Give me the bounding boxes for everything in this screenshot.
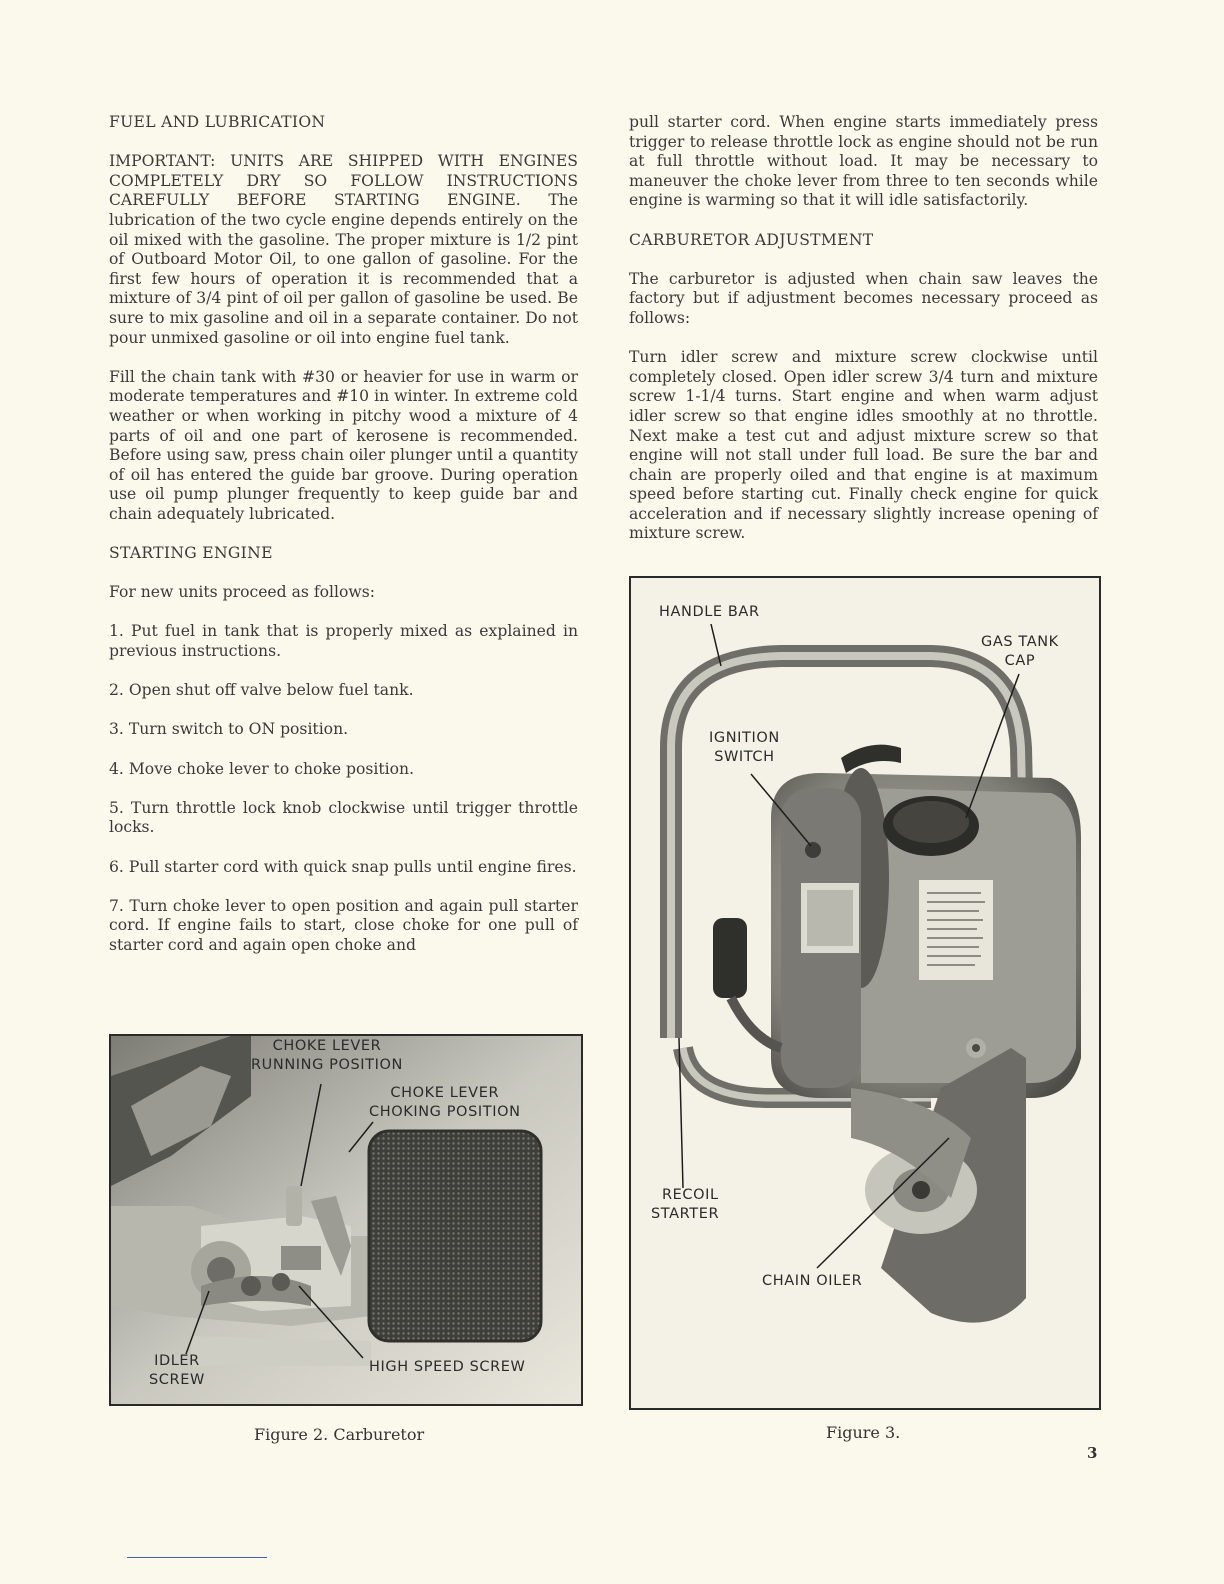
paragraph-continued: pull starter cord. When engine starts immediately press trigger to release throttle lock as engine should not be run at full throttle without load. It may be necessary to maneuver the choke lever from three to ten seconds while engine is warming so that it will idle satisfactorily. <box>629 113 1098 210</box>
figure-3-leader-lines <box>631 578 1099 1408</box>
label-recoil-starter: RECOIL STARTER <box>651 1187 720 1222</box>
figure-3-caption: Figure 3. <box>826 1423 901 1442</box>
label-chain-oiler: CHAIN OILER <box>762 1273 863 1289</box>
label-handle-bar: HANDLE BAR <box>659 604 760 620</box>
starting-intro: For new units proceed as follows: <box>109 583 375 602</box>
step-5: 5. Turn throttle lock knob clockwise until trigger throttle locks. <box>109 798 578 837</box>
paragraph-carb-2: Turn idler screw and mixture screw clockwise until completely closed. Open idler screw 3/4 turn and mixture screw 1-1/4 turns. Start engine and when warm adjust idler screw so that engine idles smoothly at no throttle. Next make a test cut and adjust mixture screw so that engine will not stall under full load. Be sure the bar and chain are properly oiled and that engine is at maximum speed before starting cut. Finally check engine for quick acceleration and if necessary slightly increase opening of mixture screw. <box>629 348 1098 543</box>
step-3: 3. Turn switch to ON position. <box>109 720 349 739</box>
paragraph-chain-oil: Fill the chain tank with #30 or heavier for use in warm or moderate temperatures and #10 in winter. In extreme cold weather or when working in pitchy wood a mixture of 4 parts of oil and one part of kerosene is recommended. Before using saw, press chain oiler plunger until a quantity of oil has entered the guide bar groove. During operation use oil pump plunger frequently to keep guide bar and chain adequately lubricated. <box>109 367 578 523</box>
label-ignition-switch: IGNITION SWITCH <box>709 730 780 765</box>
figure-2-caption: Figure 2. Carburetor <box>254 1425 425 1444</box>
figure-2-carburetor <box>109 1034 583 1406</box>
step-2: 2. Open shut off valve below fuel tank. <box>109 681 414 700</box>
label-high-speed-screw: HIGH SPEED SCREW <box>369 1359 526 1375</box>
left-column <box>109 113 578 956</box>
right-column <box>629 113 1098 544</box>
page-number: 3 <box>1087 1444 1098 1462</box>
label-choke-lever-choking: CHOKE LEVER CHOKING POSITION <box>369 1085 521 1120</box>
figure-3-chain-saw <box>629 576 1101 1410</box>
paragraph-important: IMPORTANT: UNITS ARE SHIPPED WITH ENGINES COMPLETELY DRY SO FOLLOW INSTRUCTIONS CAREFULLY BEFORE STARTING ENGINE. The lubrication of the two cycle engine depends entirely on the oil mixed with the gasoline. The proper mixture is 1/2 pint of Outboard Motor Oil, to one gallon of gasoline. For the first few hours of operation it is recommended that a mixture of 3/4 pint of oil per gallon of gasoline be used. Be sure to mix gasoline and oil in a separate container. Do not pour unmixed gasoline or oil into engine fuel tank. <box>109 152 578 347</box>
heading-fuel-lubrication: FUEL AND LUBRICATION <box>109 113 326 131</box>
step-1: 1. Put fuel in tank that is properly mixed as explained in previous instructions. <box>109 622 578 661</box>
label-gas-tank-cap: GAS TANK CAP <box>981 634 1059 669</box>
label-choke-lever-running: CHOKE LEVER RUNNING POSITION <box>251 1038 403 1073</box>
label-idler-screw: IDLER SCREW <box>149 1353 205 1388</box>
step-4: 4. Move choke lever to choke position. <box>109 759 415 778</box>
footer-rule <box>127 1557 267 1558</box>
paragraph-carb-1: The carburetor is adjusted when chain saw leaves the factory but if adjustment becomes necessary proceed as follows: <box>629 269 1098 327</box>
heading-starting-engine: STARTING ENGINE <box>109 544 273 563</box>
step-6: 6. Pull starter cord with quick snap pulls until engine fires. <box>109 857 577 876</box>
step-7: 7. Turn choke lever to open position and again pull starter cord. If engine fails to start, close choke for one pull of starter cord and again open choke and <box>109 896 578 954</box>
heading-carburetor-adjustment: CARBURETOR ADJUSTMENT <box>629 230 874 249</box>
